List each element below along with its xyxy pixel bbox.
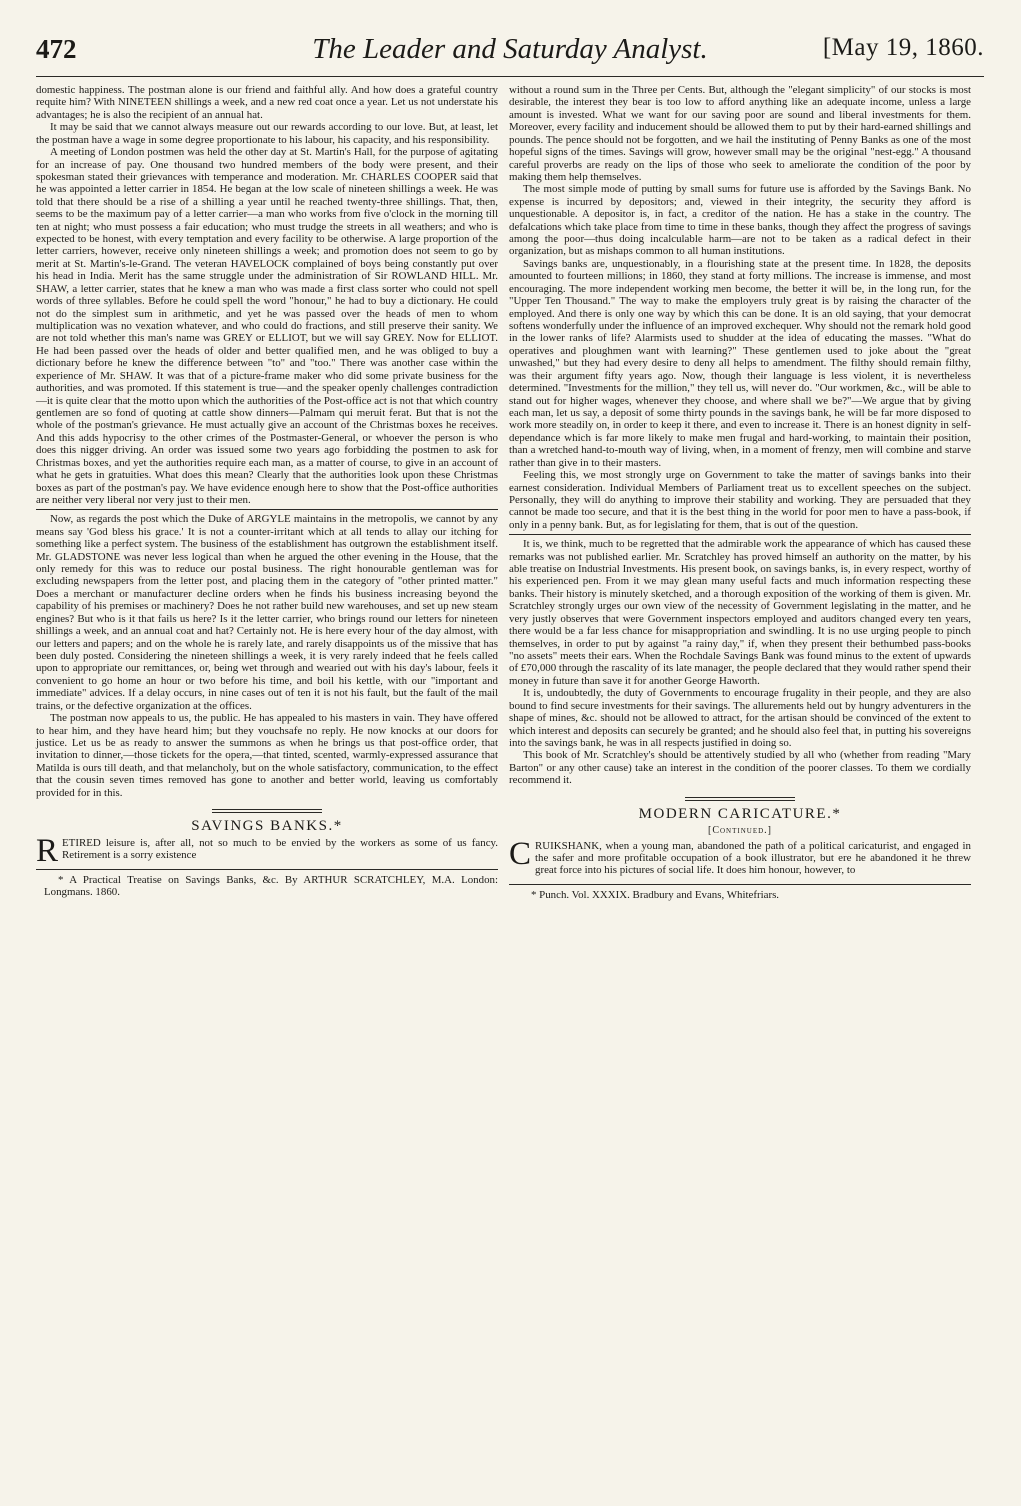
drop-cap: C [509,835,532,872]
right-column [509,84,971,901]
paragraph: domestic happiness. The postman alone is our friend and faithful ally. And how does a grateful country requite him? With NINETEEN shillings a week, and a new red coat once a year. Let us not understate his advantages; he is also the recipient of an annual hat. [36,84,498,121]
paragraph: The most simple mode of putting by small sums for future use is afforded by the Savings Bank. No expense is incurred by depositors; and, viewed in their integrity, the security they afford is unquestionable. A depositor is, in fact, a creditor of the nation. He has a stake in the country. The defalcations which take place from time to time in these banks, though they affect the progress of savings among the poor—thus doing incalculable harm—are not to be taken as a radical defect in their organization, but as mishaps common to all human institutions. [509,183,971,258]
footnote: * Punch. Vol. XXXIX. Bradbury and Evans, Whitefriars. [531,888,780,901]
opening-text: RUIKSHANK, when a young man, abandoned the path of a political caricaturist, and engaged in the safer and more profitable occupation of a book illustrator, but ere he abandoned it he threw great force into his pictures of social life. It does him honour, however, to [535,839,971,877]
paragraph: Now, as regards the post which the Duke of ARGYLE maintains in the metropolis, we cannot by any means say 'God bless his grace.' It is not a counter-irritant which at all tends to allay our itching for something like a perfect system. The business of the establishment has outgrown the establishment itself. Mr. GLADSTONE was never less logical than when he argued the other evening in the House, that the only remedy for this was to reduce our postal business. The right honourable gentleman was for excluding newspapers from the letter post, and placing them in the category of "other printed matter." Does a merchant or manufacturer decline orders when he finds his business increasing beyond the capability of his premises or machinery? Does he not rather build new warehouses, and set up new steam engines? But who is it that fails us here? Is it the letter carrier, who brings round our letters for nineteen shillings a week, and an annual coat and hat? Certainly not. He is here every hour of the day almost, with our letters and papers; and on the whole he is rarely late, and rarely disappoints us of the missive that has been duly posted. Considering the nineteen shillings a week, it is very rarely indeed that he feels called upon to appropriate our remittances, or, being wet through and wearied out with his day's labour, feels it convenient to go home an hour or two before his time, and boil his kettle, with our "important and immediate" advices. If a delay occurs, in nine cases out of ten it is not his fault, but the fault of the mail trains, or the defective organization at the offices. [36,513,498,712]
drop-cap: R [36,833,59,870]
heading-rule [685,797,795,801]
footnote-rule [509,884,971,885]
page-header [36,30,984,77]
paragraph: It may be said that we cannot always measure out our rewards according to our love. But, at least, let the postman have a wage in some degree proportionate to his labour, his capacity, and his responsibility. [36,121,498,146]
paragraph: Savings banks are, unquestionably, in a flourishing state at the present time. In 1828, the deposits amounted to fourteen millions; in 1860, they stand at forty millions. The increase is immense, and most encouraging. The more independent working men become, the better it will be, in the long run, for the "Upper Ten Thousand." The way to make the employers truly great is by raising the character of the employed. And there is only one way by which this can be done. It is an old saying, that your democrat softens wonderfully under the influence of an improved exchequer. Why should not the remark hold good in the lower ranks of life? Alarmists used to shudder at the idea of educating the masses. "What do operatives and ploughmen want with learning?" These gentlemen used to joke about the "great unwashed," but they had every desire to deny all helps to amendment. The filthy should remain filthy, was their argument fifty years ago. Now, though their language is less violent, it is nevertheless determined. "Investments for the million," they tell us, will never do. "Our workmen, &c., will be able to stand out for higher wages, whenever they choose, and where shall we be?"—We argue that by giving each man, let us say, a deposit of some thirty pounds in the savings bank, he will be far more disposed to work more steadily on, in order to keep it there, and even to increase it. There is an honest dignity in self-dependance which is far more likely to make men frugal and hard-working, to maintain their position, than a wretched hand-to-mouth way of living, when, in a moment of frenzy, men will combine and starve rather than give in to their masters. [509,257,971,469]
paragraph: A meeting of London postmen was held the other day at St. Martin's Hall, for the purpose of agitating for an increase of pay. One thousand two hundred members of the body were present, and their spokesman stated their grievances with temperance and moderation. Mr. CHARLES COOPER said that he was appointed a letter carrier in 1854. He began at the low scale of nineteen shillings a week. He was told that there should be a rise of a shilling a year until he reached twenty-three shillings. That, then, seems to be the maximum pay of a letter carrier—a man who works from five o'clock in the morning till ten at night; who must possess a fair education; who must trudge the streets in all weathers; and who is expected to be honest, with every temptation and every facility to be otherwise. A large proportion of the letter carriers, however, receive only nineteen shillings a week; and promotion does not seem to go by merit at St. Martin's-le-Grand. The veteran HAVELOCK complained of boys being constantly put over his head in India. Merit has the same struggle under the administration of Sir ROWLAND HILL. Mr. SHAW, a letter carrier, states that he knew a man who was made a first class sorter who could not spell words of three syllables. Before he could spell the word "honour," he had to buy a dictionary. He could not do the simplest sum in arithmetic, and yet he was passed over the heads of men to whom multiplication was no vexation whatever, and who could do fractions, and still preserve their sanity. We are not told whether this man's name was GREY or ELLIOT, but we will say GREY. Now for ELLIOT. He had been passed over the heads of older and better qualified men, and he was obliged to buy a dictionary before he knew the difference between "to" and "too." There was another case within the experience of Mr. SHAW. It was that of a picture-frame maker who did some private business for the authorities, and was promoted. If this statement is true—and the speaker openly challenges contradiction—it is quite clear that the motto upon which the authorities of the Post-office act is not that which country gentlemen are so fond of quoting at cattle show dinners—Palmam qui meruit ferat. But that is not the whole of the postman's grievance. He must actually give an account of the Christmas boxes he receives. And this adds hypocrisy to the other crimes of the Postmaster-General, or whoever the person is who does this nigger driving. An order was issued some two years ago forbidding the postmen to ask for Christmas boxes, and yet the authorities require each man, as a matter of course, to give in an account of what he gets in gratuities. What does this mean? Clearly that the authorities look upon these Christmas boxes as part of the postman's pay. We have evidence enough here to show that the Post-office authorities are neither very liberal nor very just to their men. [36,146,498,506]
caricature-opening [509,835,971,877]
paragraph: This book of Mr. Scratchley's should be attentively studied by all who (whether from reading "Mary Barton" or any other cause) take an interest in the condition of the poorer classes. To them we cordially recommend it. [509,749,971,787]
savings-banks-heading: SAVINGS BANKS.* [191,818,343,835]
paragraph: without a round sum in the Three per Cents. But, although the "elegant simplicity" of our stocks is most desirable, the interest they bear is too low to afford anything like an adequate income, unless a large amount is invested. What we want for our saving poor are sound and liberal investments for them. Moreover, every facility and inducement should be allowed them to put by their hard-earned shillings and pounds. The pence should not be forgotten, and we hail the instituting of Penny Banks as one of the most hopeful signs of the times. Savings will grow, however small may be the original "nest-egg." A thousand careful proverbs are ready on the lips of those who seek to ameliorate the condition of the poor by making them help themselves. [509,84,971,183]
opening-text: ETIRED leisure is, after all, not so much to be envied by the workers as some of us fancy. Retirement is a sorry existence [62,837,498,862]
heading-rule [212,809,322,813]
modern-caricature-heading: MODERN CARICATURE.* [638,805,842,822]
left-column [36,84,498,899]
paragraph: It is, undoubtedly, the duty of Governments to encourage frugality in their people, and they are also bound to find secure investments for their savings. The allurements held out by hungry adventurers in the shape of mines, &c. should not be allowed to attract, for the artisan should be convinced of the extent to which interest and deposits can securely be granted; and he should also feel that, in putting his sovereigns into the savings bank, he was in all respects justified in doing so. [509,687,971,749]
paragraph: The postman now appeals to us, the public. He has appealed to his masters in vain. They have offered to hear him, and they have heard him; but they vouchsafe no reply. He now knocks at our doors for justice. Let us be as ready to answer the summons as when he brings us that post-office order, that invitation to dinner,—those tickets for the opera,—that tinted, scented, warmly-expressed assurance that Matilda is ours till death, and that melancholy, but on the whole satisfactory, communication, to the effect that the cousin seven times removed has gone to another and better world, leaving us comfortably provided for in this. [36,712,498,799]
paragraph: It is, we think, much to be regretted that the admirable work the appearance of which has caused these remarks was not published earlier. Mr. Scratchley has proved himself an authority on the matter, by his able treatise on Industrial Investments. His present book, on savings banks, is, in every respect, worthy of his experienced pen. From it we may glean many useful facts and much information respecting these banks. Their history is minutely sketched, and a thorough exposition of the working of them is given. Mr. Scratchley strongly urges our own view of the necessity of Government legislating in the matter, and he very justly observes that were Government inspectors employed and auditors changed every ten years, there would be a far less chance for misappropriation and swindling. It is no use urging people to pinch themselves, in order to put by against "a rainy day," if, when they present their bethumbed pass-books "no assets" meets their ears. When the Rochdale Savings Bank was found minus to the extent of upwards of £70,000 through the rascality of its late manager, the people declared that they would rather spend their money in future than save it for another George Haworth. [509,538,971,687]
continued-label: [Continued.] [708,824,772,836]
section-divider [509,534,971,535]
footnote: * A Practical Treatise on Savings Banks, &c. By ARTHUR SCRATCHLEY, M.A. London: Longmans. 1860. [44,873,498,899]
section-divider [36,509,498,510]
page-number: 472 [36,34,77,64]
issue-date: [May 19, 1860. [822,34,984,61]
footnote-rule [36,869,498,870]
running-title: The Leader and Saturday Analyst. [312,33,708,65]
paragraph: Feeling this, we most strongly urge on Government to take the matter of savings banks into their earnest consideration. Individual Members of Parliament treat us to excellent speeches on the subject. Personally, they will do anything to improve their stability and working. They are persuaded that they cannot be made too secure, and that it is the best thing in the world for poor men to have a pass-book, if only in a penny bank. But, as for legislating for them, that is out of the question. [509,469,971,531]
savings-banks-opening [36,833,498,870]
